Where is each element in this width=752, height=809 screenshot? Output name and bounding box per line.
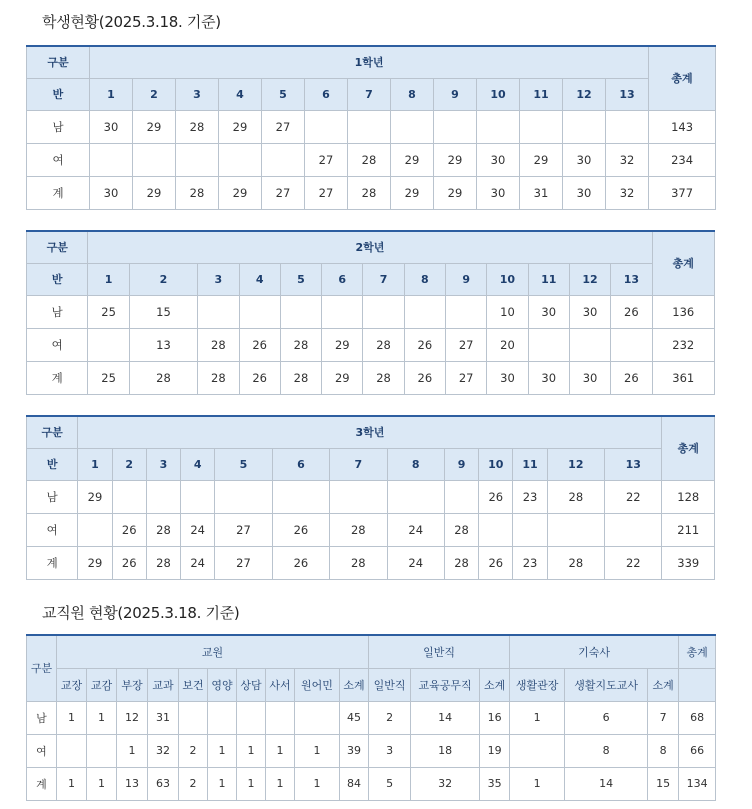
cell: 28 — [444, 546, 478, 579]
cell — [446, 295, 487, 328]
table-row — [27, 143, 716, 176]
cell: 2 — [369, 701, 411, 734]
cell — [348, 110, 391, 143]
cell — [330, 480, 387, 513]
cell: 32 — [606, 143, 649, 176]
cell: 1 — [57, 701, 87, 734]
row-label: 계 — [27, 361, 88, 394]
cell: 1 — [510, 767, 565, 800]
class-number: 2 — [133, 78, 176, 110]
class-number: 12 — [563, 78, 606, 110]
row-total: 234 — [649, 143, 716, 176]
cell: 26 — [479, 546, 513, 579]
cell: 1 — [117, 734, 148, 767]
cell: 2 — [179, 767, 208, 800]
class-number: 7 — [348, 78, 391, 110]
class-number: 5 — [215, 448, 272, 480]
cell: 30 — [563, 143, 606, 176]
cell: 24 — [387, 513, 444, 546]
cell: 14 — [411, 701, 480, 734]
class-number: 9 — [446, 263, 487, 295]
column-header: 보건 — [179, 668, 208, 701]
cell — [434, 110, 477, 143]
class-number: 7 — [363, 263, 404, 295]
table-row — [27, 546, 715, 579]
class-number: 7 — [330, 448, 387, 480]
cell: 28 — [547, 546, 604, 579]
cell — [606, 110, 649, 143]
class-number: 4 — [219, 78, 262, 110]
grade3-table — [26, 415, 715, 580]
class-number: 6 — [305, 78, 348, 110]
cell: 12 — [117, 701, 148, 734]
total-subheader — [679, 668, 716, 701]
row-label: 여 — [27, 734, 57, 767]
column-header: 소계 — [648, 668, 679, 701]
class-number: 13 — [605, 448, 662, 480]
cell: 27 — [305, 176, 348, 209]
grade-header: 1학년 — [90, 46, 649, 78]
cell — [176, 143, 219, 176]
cell: 22 — [605, 480, 662, 513]
class-number: 9 — [434, 78, 477, 110]
class-number: 11 — [513, 448, 547, 480]
cell: 14 — [565, 767, 648, 800]
row-label: 남 — [27, 701, 57, 734]
cell — [112, 480, 146, 513]
teachers-group-header: 교원 — [57, 635, 369, 668]
cell: 30 — [569, 361, 610, 394]
cell: 28 — [363, 361, 404, 394]
class-number: 5 — [280, 263, 321, 295]
cell: 29 — [322, 328, 363, 361]
cell: 30 — [90, 176, 133, 209]
cell: 24 — [181, 513, 215, 546]
cell: 20 — [487, 328, 528, 361]
class-number: 13 — [611, 263, 652, 295]
cell: 28 — [348, 143, 391, 176]
row-total: 339 — [662, 546, 715, 579]
cell — [57, 734, 87, 767]
staff-title: 교직원 현황(2025.3.18. 기준) — [42, 604, 240, 622]
column-header: 교육공무직 — [411, 668, 480, 701]
cell: 31 — [520, 176, 563, 209]
cell — [215, 480, 272, 513]
cell: 28 — [363, 328, 404, 361]
class-header: 반 — [27, 78, 90, 110]
cell: 28 — [547, 480, 604, 513]
category-header: 구분 — [27, 231, 88, 263]
technical-group-header: 기숙사 — [510, 635, 679, 668]
class-number: 4 — [181, 448, 215, 480]
cell: 45 — [340, 701, 369, 734]
cell: 84 — [340, 767, 369, 800]
cell: 28 — [444, 513, 478, 546]
cell: 30 — [477, 176, 520, 209]
cell — [146, 480, 180, 513]
column-header: 일반직 — [369, 668, 411, 701]
cell: 6 — [565, 701, 648, 734]
cell: 29 — [133, 176, 176, 209]
cell: 35 — [480, 767, 510, 800]
cell — [569, 328, 610, 361]
category-header: 구분 — [27, 46, 90, 78]
column-header: 소계 — [340, 668, 369, 701]
cell — [208, 701, 237, 734]
cell: 30 — [569, 295, 610, 328]
general-group-header: 일반직 — [369, 635, 510, 668]
cell: 8 — [565, 734, 648, 767]
cell: 29 — [391, 176, 434, 209]
cell: 1 — [237, 734, 266, 767]
row-total: 136 — [652, 295, 714, 328]
row-total: 361 — [652, 361, 714, 394]
cell — [510, 734, 565, 767]
cell: 26 — [479, 480, 513, 513]
cell: 23 — [513, 480, 547, 513]
cell — [179, 701, 208, 734]
column-header: 소계 — [480, 668, 510, 701]
class-number: 1 — [78, 448, 112, 480]
row-label: 남 — [27, 110, 90, 143]
table-row — [27, 734, 716, 767]
table-row — [27, 767, 716, 800]
row-label: 여 — [27, 328, 88, 361]
class-number: 4 — [239, 263, 280, 295]
cell — [391, 110, 434, 143]
class-number: 6 — [322, 263, 363, 295]
cell: 19 — [480, 734, 510, 767]
row-total: 211 — [662, 513, 715, 546]
row-label: 계 — [27, 176, 90, 209]
cell: 15 — [648, 767, 679, 800]
column-header: 교과 — [148, 668, 179, 701]
cell: 13 — [129, 328, 197, 361]
cell: 26 — [112, 513, 146, 546]
cell: 1 — [266, 734, 295, 767]
cell: 28 — [129, 361, 197, 394]
cell: 27 — [262, 110, 305, 143]
cell — [322, 295, 363, 328]
table-row — [27, 513, 715, 546]
cell: 1 — [295, 767, 340, 800]
cell: 27 — [305, 143, 348, 176]
column-header: 상담 — [237, 668, 266, 701]
cell — [87, 734, 117, 767]
cell: 27 — [262, 176, 305, 209]
row-total: 377 — [649, 176, 716, 209]
cell: 1 — [208, 734, 237, 767]
cell — [363, 295, 404, 328]
column-header: 교감 — [87, 668, 117, 701]
class-number: 13 — [606, 78, 649, 110]
class-number: 2 — [129, 263, 197, 295]
class-number: 2 — [112, 448, 146, 480]
row-total: 143 — [649, 110, 716, 143]
cell — [387, 480, 444, 513]
column-header: 영양 — [208, 668, 237, 701]
cell: 29 — [434, 143, 477, 176]
class-number: 12 — [547, 448, 604, 480]
cell: 29 — [520, 143, 563, 176]
cell — [477, 110, 520, 143]
cell: 1 — [57, 767, 87, 800]
class-number: 3 — [146, 448, 180, 480]
cell: 32 — [411, 767, 480, 800]
cell: 26 — [272, 546, 329, 579]
cell: 15 — [129, 295, 197, 328]
cell: 25 — [88, 295, 129, 328]
table-row — [27, 701, 716, 734]
class-header: 반 — [27, 263, 88, 295]
cell — [272, 480, 329, 513]
cell: 1 — [510, 701, 565, 734]
cell: 28 — [146, 513, 180, 546]
table-row — [27, 295, 715, 328]
cell — [90, 143, 133, 176]
cell: 29 — [78, 546, 112, 579]
cell: 1 — [208, 767, 237, 800]
cell: 25 — [88, 361, 129, 394]
column-header: 원어민 — [295, 668, 340, 701]
cell: 16 — [480, 701, 510, 734]
cell: 28 — [198, 328, 239, 361]
cell: 7 — [648, 701, 679, 734]
cell: 18 — [411, 734, 480, 767]
class-number: 11 — [528, 263, 569, 295]
row-label: 여 — [27, 513, 78, 546]
category-header: 구분 — [27, 416, 78, 448]
cell: 30 — [563, 176, 606, 209]
cell — [611, 328, 652, 361]
cell: 30 — [477, 143, 520, 176]
staff-table — [26, 634, 716, 801]
class-number: 10 — [487, 263, 528, 295]
total-header: 총계 — [652, 231, 714, 295]
cell: 1 — [237, 767, 266, 800]
cell — [280, 295, 321, 328]
class-number: 1 — [88, 263, 129, 295]
cell: 26 — [272, 513, 329, 546]
total-header: 총계 — [649, 46, 716, 110]
cell: 2 — [179, 734, 208, 767]
cell: 8 — [648, 734, 679, 767]
column-header: 사서 — [266, 668, 295, 701]
cell: 29 — [133, 110, 176, 143]
cell: 27 — [446, 361, 487, 394]
class-number: 1 — [90, 78, 133, 110]
cell: 27 — [446, 328, 487, 361]
cell: 1 — [87, 701, 117, 734]
grade-header: 2학년 — [88, 231, 652, 263]
cell — [605, 513, 662, 546]
total-header: 총계 — [662, 416, 715, 480]
cell — [239, 295, 280, 328]
class-number: 11 — [520, 78, 563, 110]
column-header: 생활지도교사 — [565, 668, 648, 701]
cell — [266, 701, 295, 734]
cell: 30 — [528, 295, 569, 328]
table-row — [27, 110, 716, 143]
table-row — [27, 480, 715, 513]
cell: 26 — [239, 328, 280, 361]
table-row — [27, 361, 715, 394]
cell: 28 — [348, 176, 391, 209]
cell: 13 — [117, 767, 148, 800]
column-header: 생활관장 — [510, 668, 565, 701]
row-label: 계 — [27, 546, 78, 579]
cell: 24 — [387, 546, 444, 579]
class-number: 8 — [387, 448, 444, 480]
table-row — [27, 328, 715, 361]
cell: 29 — [219, 110, 262, 143]
class-number: 10 — [477, 78, 520, 110]
row-total: 68 — [679, 701, 716, 734]
cell: 1 — [87, 767, 117, 800]
cell: 30 — [487, 361, 528, 394]
table-row — [27, 176, 716, 209]
cell: 28 — [280, 328, 321, 361]
cell — [181, 480, 215, 513]
cell: 28 — [330, 513, 387, 546]
category-header: 구분 — [27, 635, 57, 701]
cell: 28 — [198, 361, 239, 394]
cell: 1 — [266, 767, 295, 800]
cell: 32 — [606, 176, 649, 209]
cell: 1 — [295, 734, 340, 767]
cell — [219, 143, 262, 176]
cell: 26 — [404, 328, 445, 361]
cell: 28 — [176, 176, 219, 209]
cell: 29 — [434, 176, 477, 209]
cell — [305, 110, 348, 143]
cell — [237, 701, 266, 734]
cell — [78, 513, 112, 546]
row-label: 남 — [27, 295, 88, 328]
cell: 29 — [322, 361, 363, 394]
cell: 29 — [391, 143, 434, 176]
cell: 29 — [219, 176, 262, 209]
cell: 3 — [369, 734, 411, 767]
row-total: 128 — [662, 480, 715, 513]
grade2-table — [26, 230, 715, 395]
class-number: 10 — [479, 448, 513, 480]
cell: 26 — [404, 361, 445, 394]
total-header: 총계 — [679, 635, 716, 668]
cell: 22 — [605, 546, 662, 579]
cell — [528, 328, 569, 361]
cell: 28 — [330, 546, 387, 579]
row-total: 134 — [679, 767, 716, 800]
cell: 32 — [148, 734, 179, 767]
class-number: 5 — [262, 78, 305, 110]
column-header: 부장 — [117, 668, 148, 701]
cell — [479, 513, 513, 546]
cell — [547, 513, 604, 546]
cell — [404, 295, 445, 328]
cell — [262, 143, 305, 176]
cell — [444, 480, 478, 513]
cell: 26 — [611, 295, 652, 328]
cell: 23 — [513, 546, 547, 579]
cell: 31 — [148, 701, 179, 734]
class-number: 9 — [444, 448, 478, 480]
cell — [295, 701, 340, 734]
students-title: 학생현황(2025.3.18. 기준) — [42, 13, 221, 31]
class-number: 6 — [272, 448, 329, 480]
cell: 27 — [215, 546, 272, 579]
cell: 28 — [280, 361, 321, 394]
cell: 28 — [176, 110, 219, 143]
class-number: 12 — [569, 263, 610, 295]
cell: 26 — [611, 361, 652, 394]
row-total: 66 — [679, 734, 716, 767]
cell — [563, 110, 606, 143]
row-label: 여 — [27, 143, 90, 176]
cell: 29 — [78, 480, 112, 513]
cell: 30 — [90, 110, 133, 143]
row-label: 남 — [27, 480, 78, 513]
class-number: 8 — [391, 78, 434, 110]
grade1-table — [26, 45, 716, 210]
cell — [520, 110, 563, 143]
cell: 10 — [487, 295, 528, 328]
cell: 24 — [181, 546, 215, 579]
class-number: 8 — [404, 263, 445, 295]
cell: 30 — [528, 361, 569, 394]
class-number: 3 — [176, 78, 219, 110]
class-header: 반 — [27, 448, 78, 480]
cell — [198, 295, 239, 328]
cell: 26 — [112, 546, 146, 579]
class-number: 3 — [198, 263, 239, 295]
cell: 63 — [148, 767, 179, 800]
cell — [513, 513, 547, 546]
cell — [88, 328, 129, 361]
cell — [133, 143, 176, 176]
cell: 28 — [146, 546, 180, 579]
grade-header: 3학년 — [78, 416, 662, 448]
cell: 39 — [340, 734, 369, 767]
cell: 27 — [215, 513, 272, 546]
cell: 26 — [239, 361, 280, 394]
column-header: 교장 — [57, 668, 87, 701]
cell: 5 — [369, 767, 411, 800]
row-label: 계 — [27, 767, 57, 800]
row-total: 232 — [652, 328, 714, 361]
